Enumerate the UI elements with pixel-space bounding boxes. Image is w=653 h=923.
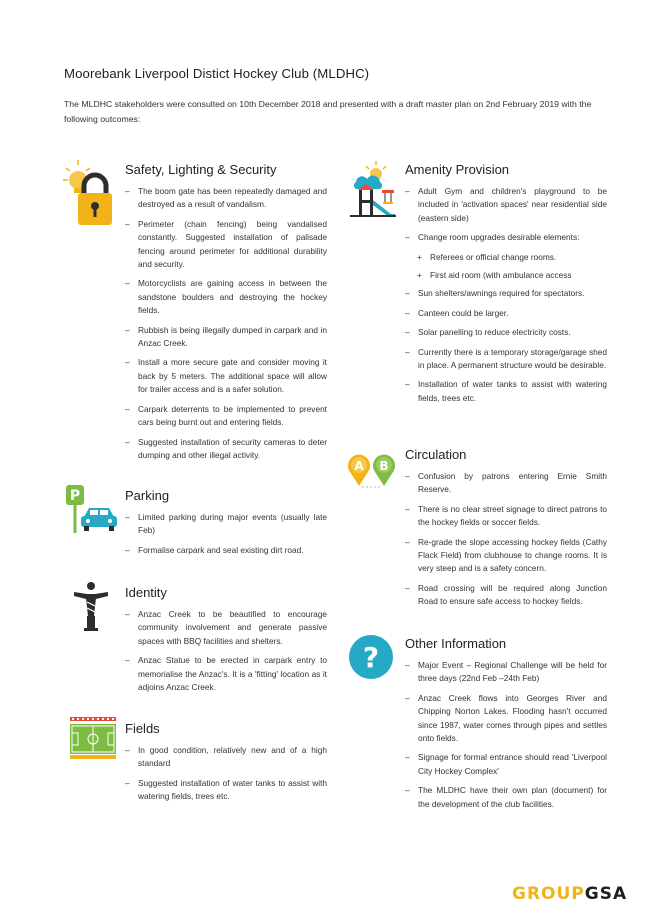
pin-a-label: A [354, 459, 364, 473]
list-item: – Signage for formal entrance should read 'Liverpool City Hockey Complex' [405, 751, 607, 778]
sub-list-item: + First aid room (with ambulance access [405, 269, 607, 282]
pin-b-label: B [379, 459, 389, 473]
fields-list [125, 744, 327, 804]
section-heading-safety: Safety, Lighting & Security [125, 162, 277, 177]
circulation-list [405, 470, 607, 609]
list-item: – Sun shelters/awnings required for spectators. [405, 287, 607, 300]
parking-list [125, 511, 327, 557]
list-item: – Change room upgrades desirable elements: [405, 231, 607, 244]
identity-list [125, 608, 327, 694]
list-item: – Motorcyclists are gaining access in between the sandstone boulders and destroying the hockey fields. [125, 277, 327, 317]
list-item: – Rubbish is being illegally dumped in carpark and in Anzac Creek. [125, 324, 327, 351]
list-item: – Perimeter (chain fencing) being vandalised constantly. Suggested installation of palisade fencing around perimeter for additional durability and security. [125, 218, 327, 272]
section-parking [125, 487, 327, 563]
list-item: – The boom gate has been repeatedly damaged and destroyed as a result of vandalism. [125, 185, 327, 212]
parking-car-icon [64, 483, 120, 535]
list-item: – Anzac Creek flows into Georges River and Chipping Norton Lakes. Flooding hasn't occurred since 1987, water comes through pipes and settles onto fields. [405, 692, 607, 746]
intro-paragraph: The MLDHC stakeholders were consulted on 10th December 2018 and presented with a draft master plan on 2nd February 2019 with the following outcomes: [64, 99, 592, 124]
section-heading-parking: Parking [125, 488, 170, 503]
list-item: – The MLDHC have their own plan (document) for the development of the club facilities. [405, 784, 607, 811]
map-pins-ab-icon [346, 450, 398, 488]
list-item: – Road crossing will be required along Junction Road to ensure safe access to hockey fields. [405, 582, 607, 609]
section-circulation [405, 446, 607, 615]
section-heading-fields: Fields [125, 721, 160, 736]
playground-icon [348, 160, 398, 218]
list-item: – Installation of water tanks to assist with watering fields, trees etc. [405, 378, 607, 405]
section-identity [125, 584, 327, 700]
list-item: – Solar panelling to reduce electricity costs. [405, 326, 607, 339]
section-safety [125, 161, 327, 468]
list-item: – Major Event – Regional Challenge will be held for three days (22nd Feb –24th Feb) [405, 659, 607, 686]
list-item: – Formalise carpark and seal existing dirt road. [125, 544, 327, 557]
amenity-list [405, 185, 607, 405]
svg-text:P: P [69, 488, 81, 504]
list-item: – Confusion by patrons entering Ernie Smith Reserve. [405, 470, 607, 497]
list-item: – Install a more secure gate and consider moving it back by 5 meters. The additional space will allow for trailer access and is a safer solution. [125, 356, 327, 396]
question-mark-icon [348, 634, 394, 680]
list-item: – Carpark deterrents to be implemented to prevent cars being burnt out and entering fields. [125, 403, 327, 430]
list-item: – Re-grade the slope accessing hockey fields (Cathy Flack Field) from clubhouse to change rooms. It is very steep and is a safety concern. [405, 536, 607, 576]
group-gsa-logo [512, 884, 627, 904]
svg-text:?: ? [362, 641, 380, 674]
list-item: – Suggested installation of security cameras to deter dumping and other illegal activity. [125, 436, 327, 463]
sub-list-item: + Referees or official change rooms. [405, 251, 607, 264]
list-item: – Limited parking during major events (usually late Feb) [125, 511, 327, 538]
list-item: – Anzac Creek to be beautified to encourage community involvement and generate passive spaces with BBQ facilities and shelters. [125, 608, 327, 648]
section-heading-identity: Identity [125, 585, 167, 600]
sports-field-icon [68, 716, 118, 760]
page-title: Moorebank Liverpool Distict Hockey Club (MLDHC) [64, 66, 370, 81]
padlock-lightbulb-icon [62, 158, 118, 230]
section-heading-amenity: Amenity Provision [405, 162, 510, 177]
list-item: – Canteen could be larger. [405, 307, 607, 320]
logo-part-gsa: GSA [584, 884, 628, 904]
section-amenity [405, 161, 607, 411]
other-list [405, 659, 607, 811]
safety-list [125, 185, 327, 462]
memorial-statue-icon [70, 580, 112, 632]
list-item: – Suggested installation of water tanks to assist with watering fields, trees etc. [125, 777, 327, 804]
list-item: – There is no clear street signage to direct patrons to the hockey fields or soccer fields. [405, 503, 607, 530]
section-fields [125, 720, 327, 810]
section-heading-circulation: Circulation [405, 447, 467, 462]
list-item: – Currently there is a temporary storage/garage shed in place. A permanent structure would be desirable. [405, 346, 607, 373]
section-heading-other: Other Information [405, 636, 507, 651]
list-item: – In good condition, relatively new and of a high standard [125, 744, 327, 771]
list-item: – Anzac Statue to be erected in carpark entry to memorialise the Anzac's. It is a 'fitting' location as it adjoins Anzac Creek. [125, 654, 327, 694]
logo-part-group: GROUP [512, 884, 585, 904]
section-other [405, 635, 607, 817]
list-item: – Adult Gym and children's playground to be included in 'activation spaces' near residential side (eastern side) [405, 185, 607, 225]
